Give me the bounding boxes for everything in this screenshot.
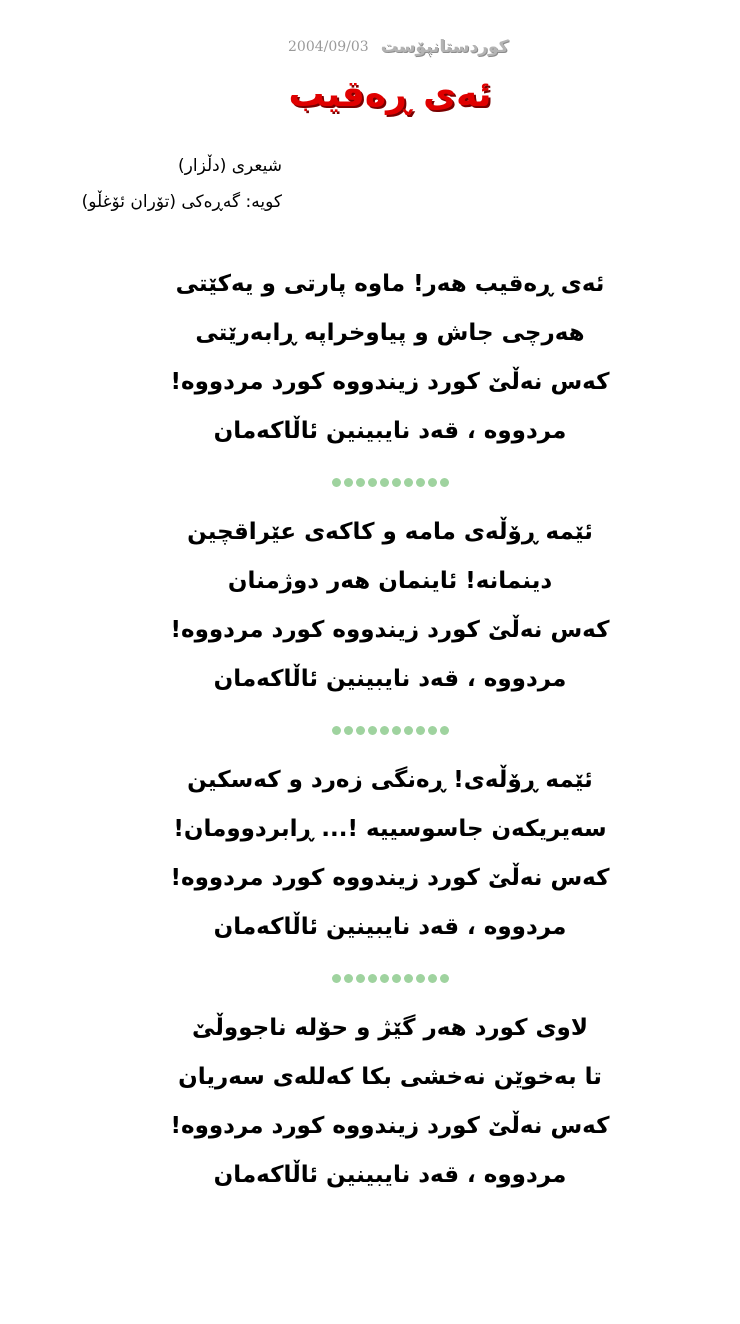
separator-dot: [332, 974, 341, 983]
verse-line: کەس نەڵێ کورد زیندووە کورد مردووە!: [170, 617, 610, 643]
stanza-3: [120, 756, 660, 952]
dotted-separator: [120, 952, 660, 1004]
poem-title: ئەی ڕەقیب: [288, 74, 492, 115]
separator-dot: [356, 726, 365, 735]
verse-line: دینمانە! ئاینمان هەر دوژمنان: [227, 568, 553, 594]
publish-date: 2004/09/03: [288, 39, 369, 55]
verse-line: مردووە ، قەد نایبینین ئاڵاکەمان: [213, 418, 567, 444]
separator-dot: [428, 478, 437, 487]
verse-line: ئێمە ڕۆڵەی مامە و کاکەی عێراقچین: [187, 519, 593, 545]
separator-dot: [344, 726, 353, 735]
separator-dot: [392, 726, 401, 735]
verse-line: مردووە ، قەد نایبینین ئاڵاکەمان: [213, 1162, 567, 1188]
verse-line: مردووە ، قەد نایبینین ئاڵاکەمان: [213, 666, 567, 692]
separator-dot: [404, 478, 413, 487]
separator-dot: [344, 478, 353, 487]
verse-line: کەس نەڵێ کورد زیندووە کورد مردووە!: [170, 369, 610, 395]
verse-line: هەرچی جاش و پیاوخراپە ڕابەرێتی: [195, 320, 585, 346]
separator-dot: [428, 974, 437, 983]
separator-dot: [356, 974, 365, 983]
stanza-1: [120, 260, 660, 456]
separator-dot: [380, 974, 389, 983]
verse-line: تا بەخوێن نەخشی بکا کەللەی سەریان: [178, 1064, 602, 1090]
separator-dot: [332, 478, 341, 487]
separator-dot: [368, 974, 377, 983]
dotted-separator: [120, 704, 660, 756]
separator-dot: [368, 478, 377, 487]
separator-dot: [440, 726, 449, 735]
separator-dot: [416, 478, 425, 487]
credits: [10, 148, 282, 220]
separator-dot: [440, 974, 449, 983]
separator-dot: [392, 974, 401, 983]
verse-line: کەس نەڵێ کورد زیندووە کورد مردووە!: [170, 865, 610, 891]
verse-line: لاوی کورد هەر گێژ و حۆلە ناجووڵێ: [192, 1015, 588, 1041]
stanza-2: [120, 508, 660, 704]
singer-credit: کویە: گەڕەکی (تۆران ئۆغڵو): [81, 192, 282, 212]
separator-dot: [380, 478, 389, 487]
separator-dot: [404, 726, 413, 735]
separator-dot: [440, 478, 449, 487]
poet-credit: شیعری (دڵزار): [178, 156, 282, 176]
poem-body: [120, 260, 660, 1200]
page-header: [288, 34, 548, 60]
verse-line: مردووە ، قەد نایبینین ئاڵاکەمان: [213, 914, 567, 940]
verse-line: سەیریکەن جاسوسییە !... ڕابردوومان!: [173, 816, 607, 842]
stanza-4: [120, 1004, 660, 1200]
dotted-separator: [120, 456, 660, 508]
separator-dot: [332, 726, 341, 735]
separator-dot: [344, 974, 353, 983]
separator-dot: [380, 726, 389, 735]
separator-dot: [416, 974, 425, 983]
verse-line: ئێمە ڕۆڵەی! ڕەنگی زەرد و کەسکین: [187, 767, 593, 793]
site-logo: كوردستانپۆست: [380, 37, 509, 57]
separator-dot: [368, 726, 377, 735]
separator-dot: [392, 478, 401, 487]
separator-dot: [404, 974, 413, 983]
separator-dot: [416, 726, 425, 735]
separator-dot: [428, 726, 437, 735]
verse-line: کەس نەڵێ کورد زیندووە کورد مردووە!: [170, 1113, 610, 1139]
verse-line: ئەی ڕەقیب هەر! ماوە پارتی و یەکێتی: [175, 271, 605, 297]
separator-dot: [356, 478, 365, 487]
